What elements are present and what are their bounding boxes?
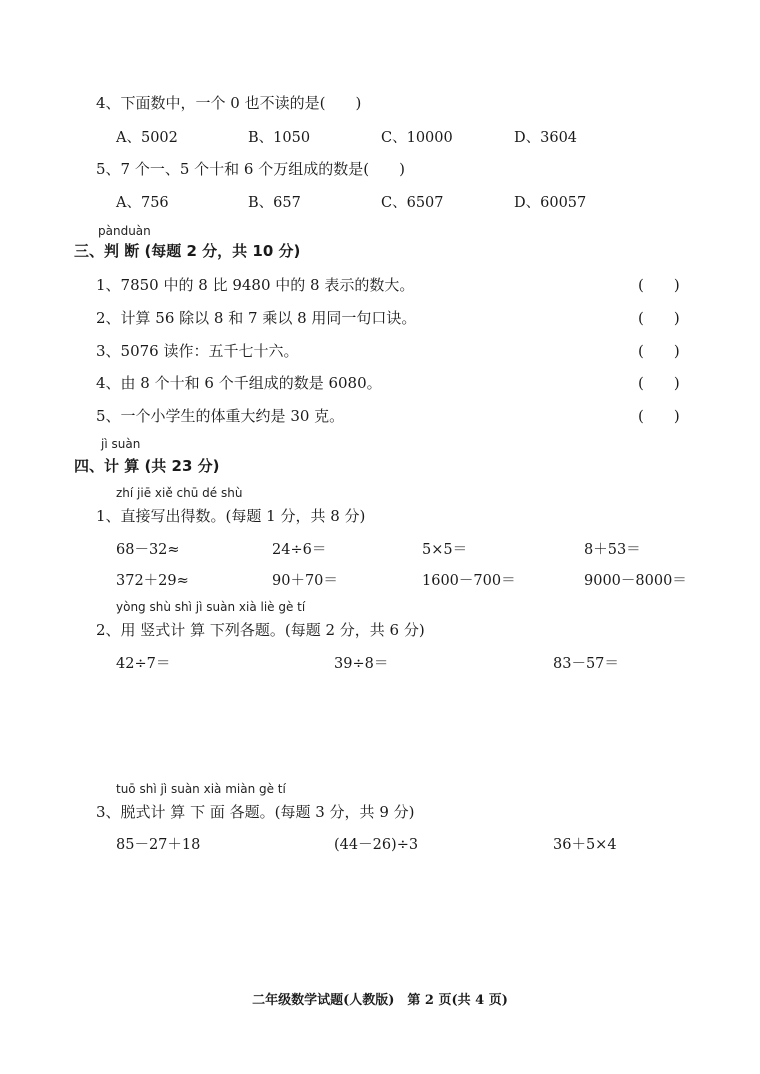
q4-option-c: C、10000 [381,130,453,146]
judge-answer-3[interactable]: ( ) [638,342,680,360]
part-3-title: 3、脱式计 算 下 面 各题。(每题 3 分，共 9 分) [96,803,415,821]
judge-item-5: 5、一个小学生的体重大约是 30 克。 [96,407,345,425]
q4-option-b: B、1050 [248,130,311,146]
part-2-title: 2、用 竖式计 算 下列各题。(每题 2 分，共 6 分) [96,621,425,639]
mental-calc-4: 8＋53＝ [584,542,641,558]
section-4-pinyin: jì suàn [101,437,141,451]
mental-calc-7: 1600－700＝ [422,573,516,589]
section-3-title: 三、判 断 (每题 2 分，共 10 分) [74,242,301,260]
judge-item-4: 4、由 8 个十和 6 个千组成的数是 6080。 [96,374,382,392]
stepwise-calc-3: 36＋5×4 [553,837,617,853]
mental-calc-6: 90＋70＝ [272,573,338,589]
part-3-pinyin: tuō shì jì suàn xià miàn gè tí [116,782,286,796]
section-3-pinyin: pànduàn [98,224,151,238]
mental-calc-2: 24÷6＝ [272,542,327,558]
judge-answer-1[interactable]: ( ) [638,276,680,294]
q4-option-a: A、5002 [116,130,178,146]
page-footer: 二年级数学试题(人教版) 第 2 页(共 4 页) [252,993,508,1008]
stepwise-calc-1: 85－27＋18 [116,837,201,853]
part-1-title: 1、直接写出得数。(每题 1 分，共 8 分) [96,507,366,525]
q5-option-a: A、756 [116,195,169,211]
question-4-stem: 4、下面数中，一个 0 也不读的是( ) [96,94,362,112]
judge-item-2: 2、计算 56 除以 8 和 7 乘以 8 用同一句口诀。 [96,309,417,327]
judge-item-3: 3、5076 读作：五千七十六。 [96,342,299,360]
vertical-calc-1: 42÷7＝ [116,656,171,672]
q5-option-c: C、6507 [381,195,444,211]
part-1-pinyin: zhí jiē xiě chū dé shù [116,486,243,500]
part-2-pinyin: yòng shù shì jì suàn xià liè gè tí [116,600,306,614]
judge-answer-2[interactable]: ( ) [638,309,680,327]
q5-option-d: D、60057 [514,195,587,211]
section-4-title: 四、计 算 (共 23 分) [74,457,220,475]
q5-option-b: B、657 [248,195,301,211]
stepwise-calc-2: (44－26)÷3 [334,837,419,853]
judge-answer-5[interactable]: ( ) [638,407,680,425]
mental-calc-8: 9000－8000＝ [584,573,687,589]
vertical-calc-2: 39÷8＝ [334,656,389,672]
q4-option-d: D、3604 [514,130,578,146]
judge-item-1: 1、7850 中的 8 比 9480 中的 8 表示的数大。 [96,276,415,294]
mental-calc-1: 68－32≈ [116,542,180,558]
mental-calc-3: 5×5＝ [422,542,468,558]
mental-calc-5: 372＋29≈ [116,573,189,589]
judge-answer-4[interactable]: ( ) [638,374,680,392]
vertical-calc-3: 83－57＝ [553,656,619,672]
question-5-stem: 5、7 个一、5 个十和 6 个万组成的数是( ) [96,160,405,178]
